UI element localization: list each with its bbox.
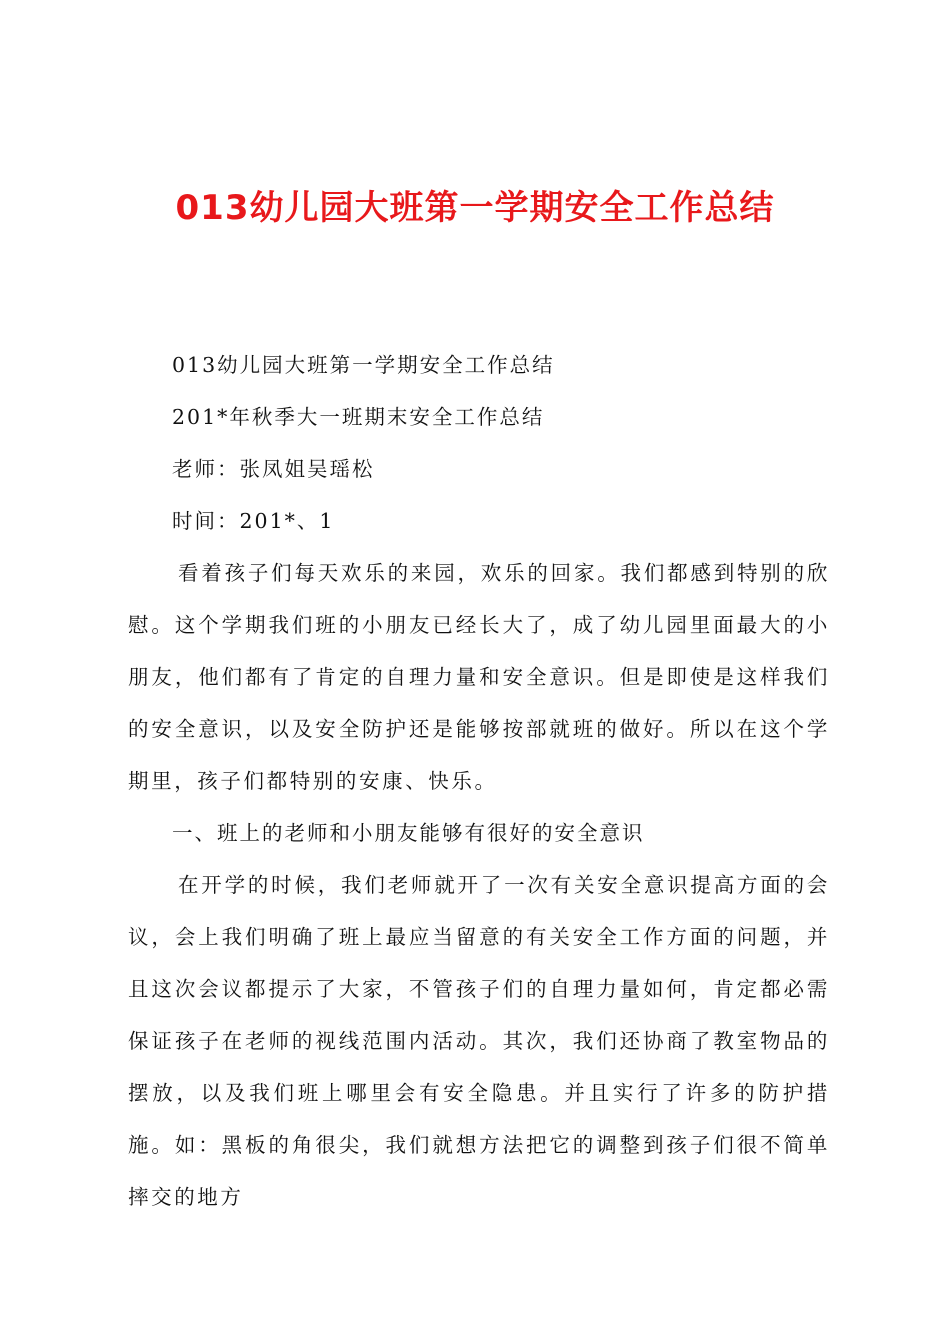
header-line-subtitle: 201*年秋季大一班期末安全工作总结 [172, 405, 545, 429]
document-body [128, 339, 830, 1223]
paragraph-section-1: 在开学的时候，我们老师就开了一次有关安全意识提高方面的会议，会上我们明确了班上最应当留意的有关安全工作方面的问题，并且这次会议都提示了大家，不管孩子们的自理力量如何，肯定都必需保证孩子在老师的视线范围内活动。其次，我们还协商了教室物品的摆放，以及我们班上哪里会有安全隐患。并且实行了许多的防护措施。如：黑板的角很尖，我们就想方法把它的调整到孩子们很不简单摔交的地方 [128, 873, 830, 1209]
header-line-date: 时间：201*、1 [172, 509, 335, 533]
document-title: 013幼儿园大班第一学期安全工作总结 [175, 188, 775, 228]
header-line-teachers: 老师：张凤姐吴瑶松 [172, 457, 375, 481]
paragraph-intro: 看着孩子们每天欢乐的来园，欢乐的回家。我们都感到特别的欣慰。这个学期我们班的小朋友已经长大了，成了幼儿园里面最大的小朋友，他们都有了肯定的自理力量和安全意识。但是即使是这样我们的安全意识，以及安全防护还是能够按部就班的做好。所以在这个学期里，孩子们都特别的安康、快乐。 [128, 561, 830, 793]
section-heading: 一、班上的老师和小朋友能够有很好的安全意识 [172, 821, 645, 845]
header-line-title: 013幼儿园大班第一学期安全工作总结 [172, 353, 555, 377]
